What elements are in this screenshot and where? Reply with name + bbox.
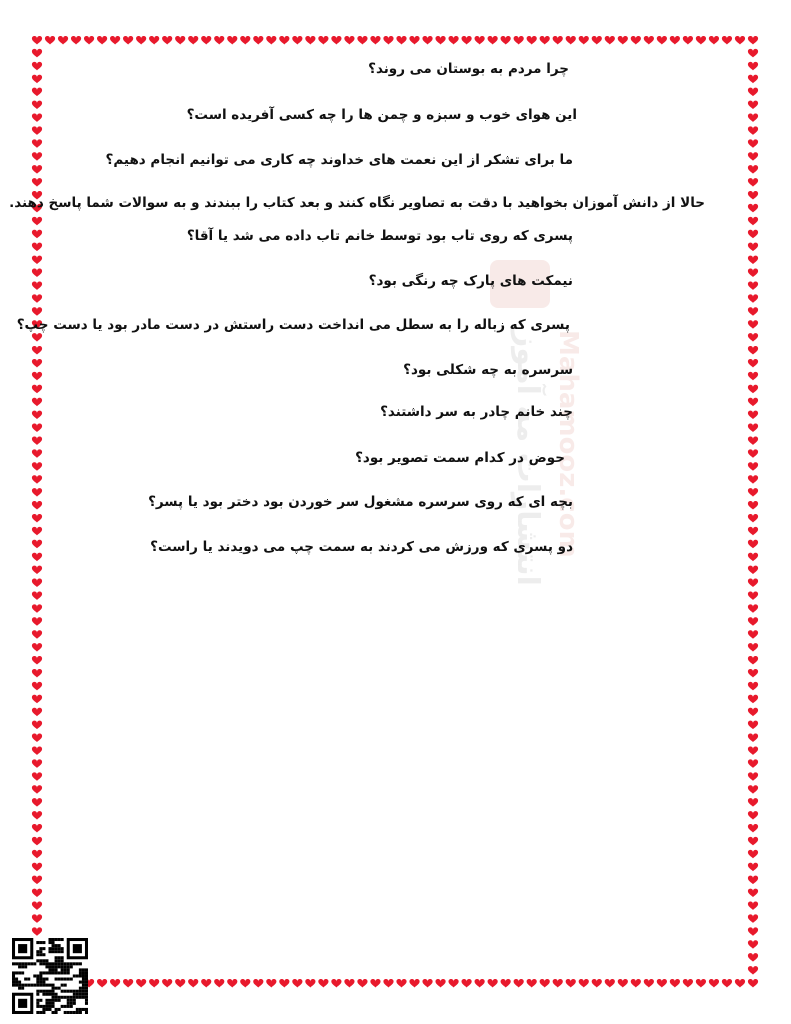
heart-icon [748,591,758,600]
heart-icon [748,759,758,768]
heart-icon [370,36,380,45]
heart-icon [748,269,758,278]
heart-icon [32,553,42,562]
heart-icon [748,798,758,807]
heart-icon [748,385,758,394]
heart-icon [748,294,758,303]
heart-icon [657,36,667,45]
heart-icon [748,811,758,820]
heart-icon [748,540,758,549]
heart-icon [748,721,758,730]
heart-icon [748,914,758,923]
heart-icon [32,359,42,368]
heart-icon [32,475,42,484]
heart-icon [32,462,42,471]
heart-icon [123,36,133,45]
heart-icon [32,914,42,923]
heart-icon [331,979,341,988]
heart-icon [748,49,758,58]
heart-icon [32,682,42,691]
heart-icon [748,320,758,329]
heart-icon [32,243,42,252]
heart-icon [32,411,42,420]
heart-icon [32,488,42,497]
heart-icon [32,126,42,135]
heart-icon [32,604,42,613]
heart-icon [748,901,758,910]
heart-icon [592,979,602,988]
heart-icon [396,979,406,988]
heart-icon [32,101,42,110]
heart-icon [527,36,537,45]
heart-icon [396,36,406,45]
question-pool-side: حوض در کدام سمت تصویر بود؟ [355,450,565,466]
heart-icon [32,36,42,45]
question-how-to-thank: ما برای تشکر از این نعمت های خداوند چه کاری می توانیم انجام دهیم؟ [105,152,573,168]
heart-icon [644,979,654,988]
heart-icon [32,178,42,187]
heart-icon [605,979,615,988]
heart-icon [201,979,211,988]
heart-icon [748,75,758,84]
heart-icon [201,36,211,45]
heart-icon [32,734,42,743]
heart-icon [32,579,42,588]
heart-icon [32,75,42,84]
heart-icon [748,88,758,97]
heart-icon [722,979,732,988]
heart-icon [462,36,472,45]
heart-icon [748,824,758,833]
heart-icon [748,927,758,936]
heart-icon [748,139,758,148]
heart-icon [748,398,758,407]
heart-icon [748,708,758,717]
heart-icon [409,36,419,45]
heart-icon [305,36,315,45]
heart-icon [32,746,42,755]
heart-icon [357,36,367,45]
heart-icon [32,346,42,355]
heart-icon [540,36,550,45]
heart-icon [32,759,42,768]
heart-icon [84,36,94,45]
heart-icon [253,979,263,988]
heart-icon [748,785,758,794]
heart-icon [592,36,602,45]
heart-icon [618,979,628,988]
heart-icon [136,36,146,45]
heart-icon [279,36,289,45]
heart-icon [32,656,42,665]
heart-icon [657,979,667,988]
heart-icon [149,979,159,988]
heart-icon [32,798,42,807]
heart-icon [253,36,263,45]
heart-icon [748,940,758,949]
heart-icon [631,979,641,988]
heart-icon [422,36,432,45]
heart-icon [32,514,42,523]
heart-icon [32,566,42,575]
heart-icon [32,62,42,71]
heart-icon [748,772,758,781]
heart-icon [32,372,42,381]
heart-icon [514,979,524,988]
heart-icon [448,979,458,988]
heart-icon [32,617,42,626]
question-swing-boy: پسری که روی تاب بود توسط خانم تاب داده می شد یا آقا؟ [186,228,573,244]
heart-icon [32,889,42,898]
heart-icon [32,811,42,820]
heart-icon [32,49,42,58]
heart-icon [579,36,589,45]
heart-icon [709,36,719,45]
heart-icon [748,514,758,523]
heart-icon [748,876,758,885]
heart-icon [32,837,42,846]
heart-icon [748,863,758,872]
question-slide-shape: سرسره به چه شکلی بود؟ [403,362,573,378]
heart-icon [370,979,380,988]
heart-icon [32,449,42,458]
heart-icon [748,449,758,458]
heart-icon [683,979,693,988]
heart-icon [748,114,758,123]
heart-icon [748,281,758,290]
heart-icon [383,979,393,988]
heart-icon [188,36,198,45]
heart-icon [32,824,42,833]
heart-icon [266,36,276,45]
heart-icon [527,979,537,988]
heart-icon [748,734,758,743]
heart-icon [227,979,237,988]
heart-icon [748,436,758,445]
heart-icon [32,217,42,226]
heart-icon [644,36,654,45]
heart-icon [605,36,615,45]
heart-icon [748,617,758,626]
watermark-title: انتشارات مه آموز [510,330,545,586]
heart-icon [748,359,758,368]
heart-icon [32,927,42,936]
watermark-url: Mahamooz.com [553,330,583,558]
heart-icon [448,36,458,45]
heart-icon [32,230,42,239]
heart-icon [409,979,419,988]
heart-icon [97,979,107,988]
heart-icon [748,372,758,381]
heart-icon [748,682,758,691]
heart-icon [162,979,172,988]
heart-icon [670,979,680,988]
heart-icon [32,385,42,394]
heart-icon [748,566,758,575]
heart-icon [748,126,758,135]
heart-icon [696,36,706,45]
heart-icon [748,669,758,678]
heart-icon [32,850,42,859]
heart-icon [748,307,758,316]
heart-icon [32,139,42,148]
heart-icon [240,36,250,45]
question-bench-color: نیمکت های پارک چه رنگی بود؟ [368,273,573,289]
heart-icon [748,643,758,652]
heart-icon [32,88,42,97]
heart-icon [748,630,758,639]
heart-icon [318,979,328,988]
heart-icon [110,36,120,45]
question-why-people-go-to-park: چرا مردم به بوستان می روند؟ [368,61,569,77]
heart-icon [188,979,198,988]
heart-icon [475,979,485,988]
heart-icon [566,979,576,988]
heart-icon [488,36,498,45]
heart-icon [748,579,758,588]
heart-icon [748,656,758,665]
heart-icon [32,643,42,652]
heart-icon [475,36,485,45]
heart-icon [696,979,706,988]
heart-icon [45,36,55,45]
heart-icon [553,979,563,988]
heart-icon [175,979,185,988]
heart-icon [279,979,289,988]
heart-icon [748,953,758,962]
heart-icon [71,36,81,45]
heart-icon [748,604,758,613]
heart-icon [422,979,432,988]
heart-icon [748,256,758,265]
heart-icon [748,411,758,420]
heart-icon [32,501,42,510]
question-who-created-weather: این هوای خوب و سبزه و چمن ها را چه کسی آفریده است؟ [186,107,577,123]
heart-icon [32,708,42,717]
question-slide-child-gender: بچه ای که روی سرسره مشغول سر خوردن بود دختر بود یا پسر؟ [148,494,573,510]
heart-icon [266,979,276,988]
heart-icon [58,36,68,45]
heart-icon [175,36,185,45]
heart-icon [331,36,341,45]
heart-icon [748,695,758,704]
heart-icon [32,721,42,730]
heart-icon [748,462,758,471]
heart-icon [514,36,524,45]
heart-icon [32,695,42,704]
heart-icon [32,152,42,161]
heart-icon [344,979,354,988]
heart-icon [748,333,758,342]
heart-icon [292,979,302,988]
heart-icon [435,36,445,45]
heart-icon [488,979,498,988]
heart-icon [32,527,42,536]
heart-icon [540,979,550,988]
heart-icon [240,979,250,988]
heart-icon [748,230,758,239]
heart-icon [579,979,589,988]
heart-icon [32,669,42,678]
heart-icon [748,889,758,898]
heart-icon [670,36,680,45]
heart-icon [748,36,758,45]
heart-icon [149,36,159,45]
heart-icon [748,204,758,213]
heart-icon [462,979,472,988]
heart-icon [748,152,758,161]
heart-icon [748,527,758,536]
heart-icon [32,901,42,910]
heart-icon [748,488,758,497]
heart-icon [136,979,146,988]
heart-icon [162,36,172,45]
heart-icon [748,424,758,433]
heart-icon [748,101,758,110]
heart-icon [383,36,393,45]
heart-icon [748,62,758,71]
heart-icon [748,217,758,226]
heart-icon [357,979,367,988]
heart-icon [344,36,354,45]
heart-icon [501,36,511,45]
heart-icon [735,979,745,988]
heart-icon [735,36,745,45]
heart-icon [553,36,563,45]
heart-icon [32,630,42,639]
heart-icon [32,863,42,872]
heart-icon [32,269,42,278]
heart-icon [32,333,42,342]
heart-icon [748,475,758,484]
heart-icon [32,398,42,407]
heart-icon [110,979,120,988]
heart-icon [32,165,42,174]
question-running-boys-direction: دو پسری که ورزش می کردند به سمت چپ می دویدند یا راست؟ [150,539,573,555]
heart-icon [227,36,237,45]
heart-icon [748,979,758,988]
heart-icon [214,979,224,988]
heart-icon [32,307,42,316]
heart-icon [501,979,511,988]
heart-icon [32,114,42,123]
heart-icon [748,553,758,562]
heart-icon [683,36,693,45]
heart-icon [32,294,42,303]
heart-icon [748,165,758,174]
heart-icon [32,424,42,433]
heart-icon [748,346,758,355]
heart-icon [631,36,641,45]
heart-icon [748,501,758,510]
question-women-chador: چند خانم چادر به سر داشتند؟ [380,404,573,420]
heart-icon [318,36,328,45]
heart-icon [618,36,628,45]
heart-icon [748,191,758,200]
heart-icon [32,772,42,781]
heart-icon [32,540,42,549]
heart-icon [32,876,42,885]
heart-icon [32,436,42,445]
question-trash-boy-hand: پسری که زباله را به سطل می انداخت دست راستش در دست مادر بود یا دست چپ؟ [16,317,570,333]
heart-icon [748,850,758,859]
heart-icon [748,837,758,846]
heart-icon [748,746,758,755]
heart-icon [32,591,42,600]
heart-icon [748,966,758,975]
instruction-look-at-pictures: حالا از دانش آموزان بخواهید با دقت به تصاویر نگاه کنند و بعد کتاب را ببندند و به سوالات شما پاسخ دهند. [9,195,705,211]
heart-icon [214,36,224,45]
heart-icon [748,243,758,252]
heart-icon [748,178,758,187]
heart-icon [435,979,445,988]
heart-icon [97,36,107,45]
heart-icon [292,36,302,45]
heart-icon [722,36,732,45]
heart-icon [123,979,133,988]
heart-icon [32,785,42,794]
heart-icon [32,281,42,290]
heart-icon [32,256,42,265]
heart-icon [709,979,719,988]
heart-icon [566,36,576,45]
heart-icon [305,979,315,988]
qr-code-icon [12,938,88,1014]
